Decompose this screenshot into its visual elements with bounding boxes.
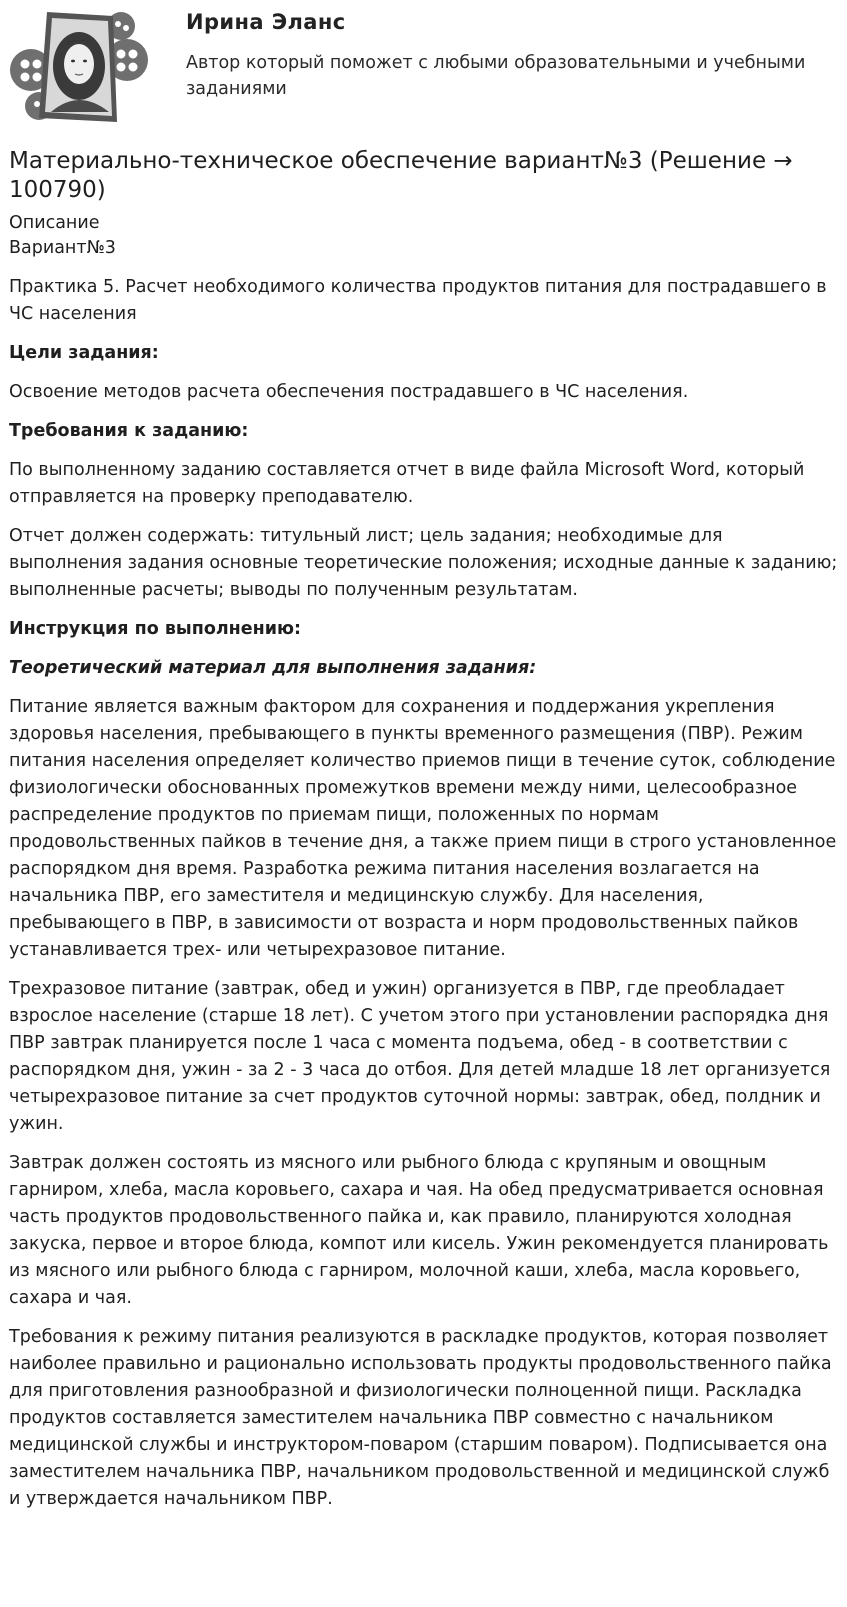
description-label: Описание <box>9 213 100 233</box>
author-name[interactable]: Ирина Эланс <box>186 10 346 34</box>
page <box>9 0 839 1513</box>
requirements-text-1: По выполненному заданию составляется отчет в виде файла Microsoft Word, который отправляется на проверку преподавателю. <box>9 460 805 507</box>
goals-text: Освоение методов расчета обеспечения пострадавшего в ЧС населения. <box>9 382 689 402</box>
requirements-text-2: Отчет должен содержать: титульный лист; цель задания; необходимые для выполнения задания основные теоретические положения; исходные данные к заданию; выполненные расчеты; выводы по полученным результатам. <box>9 526 838 600</box>
theory-paragraph-2: Трехразовое питание (завтрак, обед и ужин) организуется в ПВР, где преобладает взрослое население (старше 18 лет). С учетом этого при установлении распорядка дня ПВР завтрак планируется после 1 часа с момента подъема, обед - в соответствии с распорядком дня, ужин - за 2 - 3 часа до отбоя. Для детей младше 18 лет организуется четырехразовое питание за счет продуктов суточной нормы: завтрак, обед, полдник и ужин. <box>9 979 831 1134</box>
author-avatar[interactable] <box>9 8 149 126</box>
author-card <box>9 0 839 128</box>
document-title: Материально-техническое обеспечение вариант№3 (Решение → 100790) <box>9 148 793 203</box>
theory-paragraph-4: Требования к режиму питания реализуются в раскладке продуктов, которая позволяет наиболее правильно и рационально использовать продукты продовольственного пайка для приготовления разнообразной и физиологически полноценной пищи. Раскладка продуктов составляется заместителем начальника ПВР совместно с начальником медицинской службы и инструктором-поваром (старшим поваром). Подписывается она заместителем начальника ПВР, начальником продовольственной и медицинской служб и утверждается начальником ПВР. <box>9 1327 832 1509</box>
practice-title: Практика 5. Расчет необходимого количества продуктов питания для пострадавшего в ЧС населения <box>9 277 827 324</box>
requirements-heading: Требования к заданию: <box>9 421 249 441</box>
instruction-heading: Инструкция по выполнению: <box>9 619 301 639</box>
theory-paragraph-3: Завтрак должен состоять из мясного или рыбного блюда с крупяным и овощным гарниром, хлеба, масла коровьего, сахара и чая. На обед предусматривается основная часть продуктов продовольственного пайка и, как правило, планируются холодная закуска, первое и второе блюда, компот или кисель. Ужин рекомендуется планировать из мясного или рыбного блюда с гарниром, молочной каши, хлеба, масла коровьего, сахара и чая. <box>9 1153 829 1308</box>
goals-heading: Цели задания: <box>9 343 159 363</box>
variant-label: Вариант№3 <box>9 238 116 258</box>
theory-heading: Теоретический материал для выполнения задания: <box>9 658 537 678</box>
theory-paragraph-1: Питание является важным фактором для сохранения и поддержания укрепления здоровья населения, пребывающего в пункты временного размещения (ПВР). Режим питания населения определяет количество приемов пищи в течение суток, соблюдение физиологически обоснованных промежутков времени между ними, целесообразное распределение продуктов по приемам пищи, положенных по нормам продовольственных пайков в течение дня, а также прием пищи в строго установленное распорядком дня время. Разработка режима питания населения возлагается на начальника ПВР, его заместителя и медицинскую службу. Для населения, пребывающего в ПВР, в зависимости от возраста и норм продовольственных пайков устанавливается трех- или четырехразовое питание. <box>9 697 837 960</box>
author-description: Автор который поможет с любыми образовательными и учебными заданиями <box>186 53 806 99</box>
document-content <box>9 274 839 1513</box>
